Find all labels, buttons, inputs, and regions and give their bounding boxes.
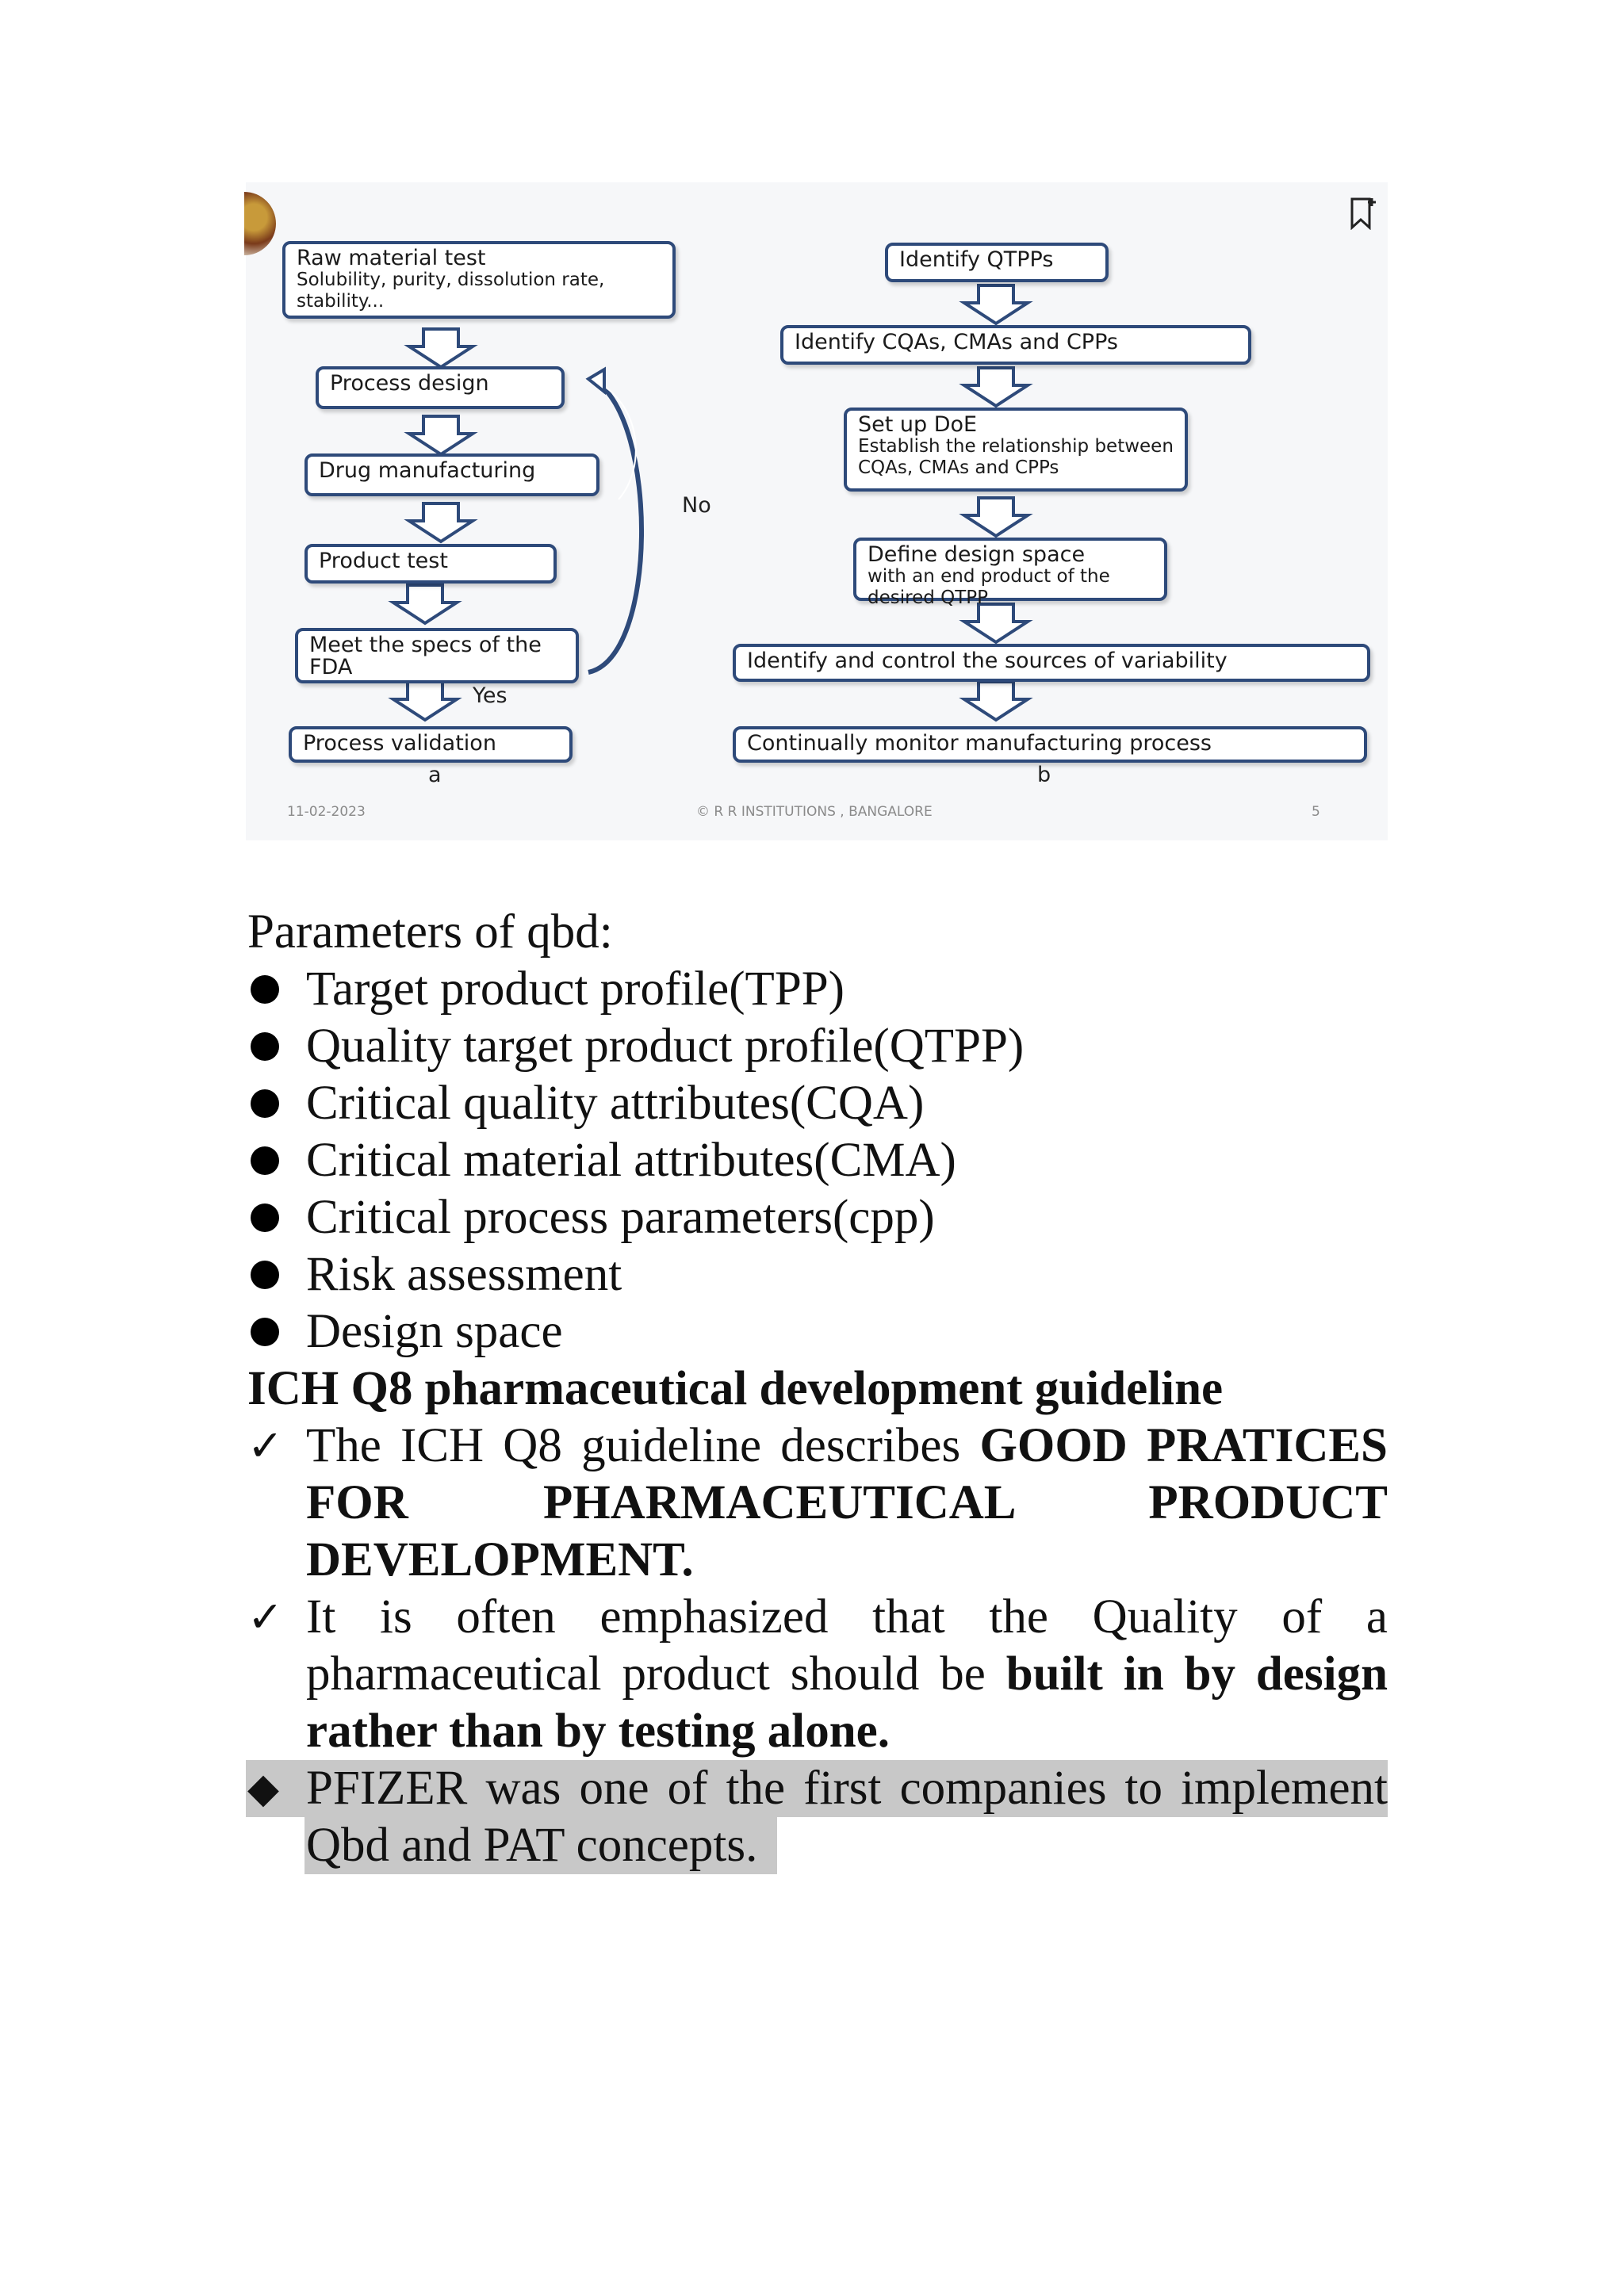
no-label: No: [682, 493, 711, 518]
list-item: Critical process parameters(cpp): [247, 1189, 1388, 1246]
diamond-bullet-icon: ◆: [247, 1765, 279, 1812]
identify-qtpps-box: Identify QTPPs: [885, 243, 1109, 282]
down-arrow-icon: [409, 329, 473, 367]
down-arrow-icon: [964, 368, 1028, 406]
bullet-dot-icon: [251, 1032, 279, 1061]
ich-q8-heading: ICH Q8 pharmaceutical development guideline: [247, 1362, 1224, 1415]
set-up-doe-box: Set up DoE Establish the relationship between CQAs, CMAs and CPPs: [844, 408, 1188, 492]
panel-a-label: a: [428, 763, 442, 787]
list-item: Critical material attributes(CMA): [247, 1132, 1388, 1189]
slide-footer-copyright: © R R INSTITUTIONS , BANGALORE: [696, 804, 933, 820]
process-design-box: Process design: [316, 366, 565, 409]
list-item: Critical quality attributes(CQA): [247, 1075, 1388, 1132]
slide-footer-date: 11-02-2023: [287, 804, 366, 820]
bullet-dot-icon: [251, 1089, 279, 1118]
bookmark-icon[interactable]: [1350, 197, 1377, 230]
list-item: Risk assessment: [247, 1246, 1388, 1303]
panel-b-label: b: [1037, 763, 1051, 787]
check-item-text: The ICH Q8 guideline describes GOOD PRATICES FOR PHARMACEUTICAL PRODUCT DEVELOPMENT.: [306, 1419, 1388, 1586]
down-arrow-icon: [964, 604, 1028, 642]
meet-fda-specs-box: Meet the specs of the FDA: [295, 628, 579, 683]
down-arrow-icon: [964, 682, 1028, 720]
check-icon: ✓: [247, 1592, 284, 1642]
yes-label: Yes: [473, 683, 508, 708]
check-icon: ✓: [247, 1421, 284, 1471]
bullet-dot-icon: [251, 1203, 279, 1232]
list-item: Quality target product profile(QTPP): [247, 1018, 1388, 1075]
down-arrow-icon: [964, 498, 1028, 536]
down-arrow-icon: [964, 285, 1028, 323]
product-test-box: Product test: [304, 544, 557, 584]
slide-footer-page: 5: [1312, 804, 1320, 820]
bullet-dot-icon: [251, 1318, 279, 1346]
pfizer-text-line1: PFIZER was one of the first companies to implement: [306, 1762, 1388, 1815]
monitor-process-box: Continually monitor manufacturing process: [733, 726, 1367, 763]
down-arrow-icon: [409, 503, 473, 541]
bullet-dot-icon: [251, 1146, 279, 1175]
pfizer-text-line2: Qbd and PAT concepts.: [306, 1819, 758, 1872]
parameters-heading: Parameters of qbd:: [247, 905, 613, 959]
define-design-space-box: Define design space with an end product of the desired QTPP: [853, 538, 1167, 601]
loop-arrow-icon: [588, 381, 642, 672]
qbd-flowchart-slide: [246, 182, 1388, 840]
down-arrow-icon: [393, 585, 457, 623]
bullet-dot-icon: [251, 1261, 279, 1289]
check-item-text: It is often emphasized that the Quality of a pharmaceutical product should be built in by design rather than by testing alone.: [306, 1590, 1388, 1758]
identify-cqas-box: Identify CQAs, CMAs and CPPs: [780, 325, 1251, 365]
process-validation-box: Process validation: [289, 726, 573, 763]
bullet-dot-icon: [251, 975, 279, 1004]
down-arrow-icon: [409, 416, 473, 454]
identify-variability-box: Identify and control the sources of variability: [733, 644, 1370, 682]
raw-material-test-box: Raw material test Solubility, purity, dissolution rate, stability...: [282, 241, 676, 319]
list-item: Target product profile(TPP): [247, 961, 1388, 1018]
down-arrow-icon: [393, 682, 457, 720]
drug-manufacturing-box: Drug manufacturing: [304, 453, 599, 496]
list-item: Design space: [247, 1303, 1388, 1360]
